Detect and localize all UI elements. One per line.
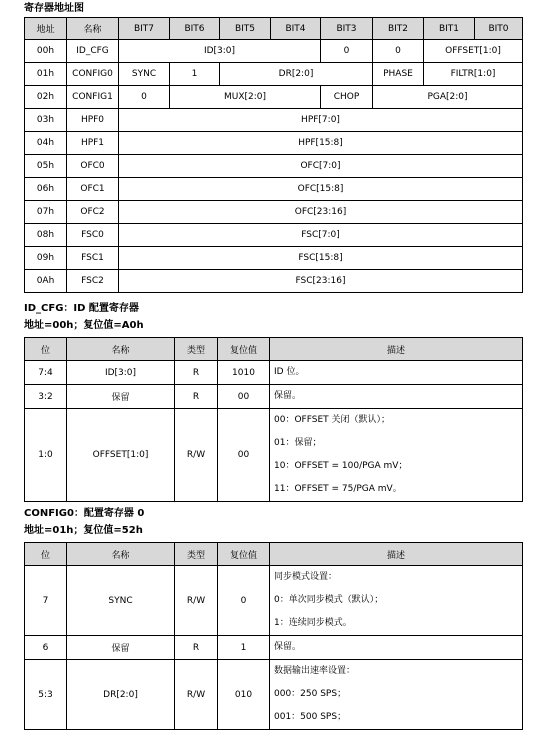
register-name-cell: OFC2 — [67, 201, 119, 224]
header-cell: 复位值 — [218, 543, 270, 566]
header-cell: BIT2 — [373, 18, 424, 40]
id-cfg-table — [24, 337, 523, 502]
header-cell: 名称 — [67, 338, 175, 361]
bit-field-cell: FILTR[1:0] — [424, 63, 523, 86]
header-cell: 地址 — [25, 18, 67, 40]
bit-field-cell: 1 — [170, 63, 220, 86]
header-cell: BIT6 — [170, 18, 220, 40]
table-row — [25, 385, 523, 409]
bit-field-cell: HPF[15:8] — [119, 132, 523, 155]
table-row — [25, 178, 523, 201]
field-name-cell: OFFSET[1:0] — [67, 409, 175, 502]
field-name-cell: SYNC — [67, 566, 175, 636]
config0-subtitle: 地址=01h；复位值=52h — [24, 525, 143, 536]
table-row — [25, 566, 523, 636]
register-map-title: 寄存器地址图 — [24, 3, 84, 14]
description-cell: 保留。 — [270, 636, 523, 660]
type-cell: R/W — [175, 566, 218, 636]
table-row — [25, 247, 523, 270]
register-name-cell: OFC0 — [67, 155, 119, 178]
address-cell: 04h — [25, 132, 67, 155]
register-map-table — [24, 17, 523, 293]
bit-cell: 7 — [25, 566, 67, 636]
field-name-cell: 保留 — [67, 636, 175, 660]
bit-field-cell: FSC[23:16] — [119, 270, 523, 293]
reset-value-cell: 1010 — [218, 361, 270, 385]
register-name-cell: FSC1 — [67, 247, 119, 270]
register-name-cell: FSC2 — [67, 270, 119, 293]
bit-field-cell: ID[3:0] — [119, 40, 321, 63]
header-cell: BIT1 — [424, 18, 475, 40]
bit-cell: 7:4 — [25, 361, 67, 385]
header-cell: 类型 — [175, 543, 218, 566]
address-cell: 0Ah — [25, 270, 67, 293]
address-cell: 03h — [25, 109, 67, 132]
field-name-cell: ID[3:0] — [67, 361, 175, 385]
config0-table — [24, 542, 523, 730]
table-row — [25, 409, 523, 502]
address-cell: 01h — [25, 63, 67, 86]
table-row — [25, 660, 523, 730]
table-row — [25, 361, 523, 385]
bit-cell: 5:3 — [25, 660, 67, 730]
address-cell: 06h — [25, 178, 67, 201]
description-cell: 保留。 — [270, 385, 523, 409]
reset-value-cell: 010 — [218, 660, 270, 730]
register-name-cell: CONFIG1 — [67, 86, 119, 109]
type-cell: R/W — [175, 660, 218, 730]
config0-title: CONFIG0：配置寄存器 0 — [24, 508, 145, 519]
header-cell: 位 — [25, 543, 67, 566]
bit-field-cell: SYNC — [119, 63, 170, 86]
register-name-cell: ID_CFG — [67, 40, 119, 63]
header-cell: BIT5 — [220, 18, 271, 40]
table-row — [25, 636, 523, 660]
bit-field-cell: OFC[15:8] — [119, 178, 523, 201]
bit-field-cell: PHASE — [373, 63, 424, 86]
register-name-cell: HPF0 — [67, 109, 119, 132]
reset-value-cell: 00 — [218, 385, 270, 409]
register-name-cell: FSC0 — [67, 224, 119, 247]
bit-field-cell: HPF[7:0] — [119, 109, 523, 132]
address-cell: 09h — [25, 247, 67, 270]
bit-field-cell: DR[2:0] — [220, 63, 373, 86]
table-row — [25, 63, 523, 86]
table-row — [25, 224, 523, 247]
address-cell: 05h — [25, 155, 67, 178]
field-name-cell: 保留 — [67, 385, 175, 409]
bit-field-cell: OFFSET[1:0] — [424, 40, 523, 63]
table-row — [25, 155, 523, 178]
bit-field-cell: MUX[2:0] — [170, 86, 321, 109]
bit-field-cell: 0 — [373, 40, 424, 63]
reset-value-cell: 1 — [218, 636, 270, 660]
header-cell: 名称 — [67, 18, 119, 40]
header-cell: 描述 — [270, 543, 523, 566]
description-cell: ID 位。 — [270, 361, 523, 385]
header-cell: 名称 — [67, 543, 175, 566]
header-cell: BIT3 — [321, 18, 373, 40]
bit-field-cell: 0 — [119, 86, 170, 109]
header-cell: BIT4 — [271, 18, 321, 40]
table-row — [25, 132, 523, 155]
bit-field-cell: 0 — [321, 40, 373, 63]
bit-field-cell: FSC[15:8] — [119, 247, 523, 270]
description-cell: 同步模式设置： 0：单次同步模式（默认）； 1：连续同步模式。 — [270, 566, 523, 636]
address-cell: 08h — [25, 224, 67, 247]
field-name-cell: DR[2:0] — [67, 660, 175, 730]
register-name-cell: OFC1 — [67, 178, 119, 201]
table-row — [25, 40, 523, 63]
type-cell: R — [175, 361, 218, 385]
table-row — [25, 270, 523, 293]
register-name-cell: CONFIG0 — [67, 63, 119, 86]
bit-field-cell: OFC[23:16] — [119, 201, 523, 224]
table-header-row — [25, 543, 523, 566]
id-cfg-title: ID_CFG：ID 配置寄存器 — [24, 303, 139, 314]
description-cell: 00：OFFSET 关闭（默认）； 01：保留； 10：OFFSET = 100/PGA mV； 11：OFFSET = 75/PGA mV。 — [270, 409, 523, 502]
bit-field-cell: OFC[7:0] — [119, 155, 523, 178]
header-cell: 复位值 — [218, 338, 270, 361]
header-cell: BIT0 — [475, 18, 523, 40]
id-cfg-subtitle: 地址=00h；复位值=A0h — [24, 320, 144, 331]
type-cell: R — [175, 636, 218, 660]
table-row — [25, 86, 523, 109]
header-cell: 描述 — [270, 338, 523, 361]
header-cell: BIT7 — [119, 18, 170, 40]
reset-value-cell: 0 — [218, 566, 270, 636]
register-name-cell: HPF1 — [67, 132, 119, 155]
bit-field-cell: PGA[2:0] — [373, 86, 523, 109]
bit-field-cell: FSC[7:0] — [119, 224, 523, 247]
address-cell: 00h — [25, 40, 67, 63]
register-map-header — [25, 18, 523, 40]
header-cell: 类型 — [175, 338, 218, 361]
bit-cell: 1:0 — [25, 409, 67, 502]
description-cell: 数据输出速率设置： 000：250 SPS； 001：500 SPS； — [270, 660, 523, 730]
table-row — [25, 109, 523, 132]
bit-field-cell: CHOP — [321, 86, 373, 109]
address-cell: 07h — [25, 201, 67, 224]
header-cell: 位 — [25, 338, 67, 361]
type-cell: R — [175, 385, 218, 409]
type-cell: R/W — [175, 409, 218, 502]
bit-cell: 3:2 — [25, 385, 67, 409]
table-header-row — [25, 338, 523, 361]
bit-cell: 6 — [25, 636, 67, 660]
reset-value-cell: 00 — [218, 409, 270, 502]
table-row — [25, 201, 523, 224]
address-cell: 02h — [25, 86, 67, 109]
